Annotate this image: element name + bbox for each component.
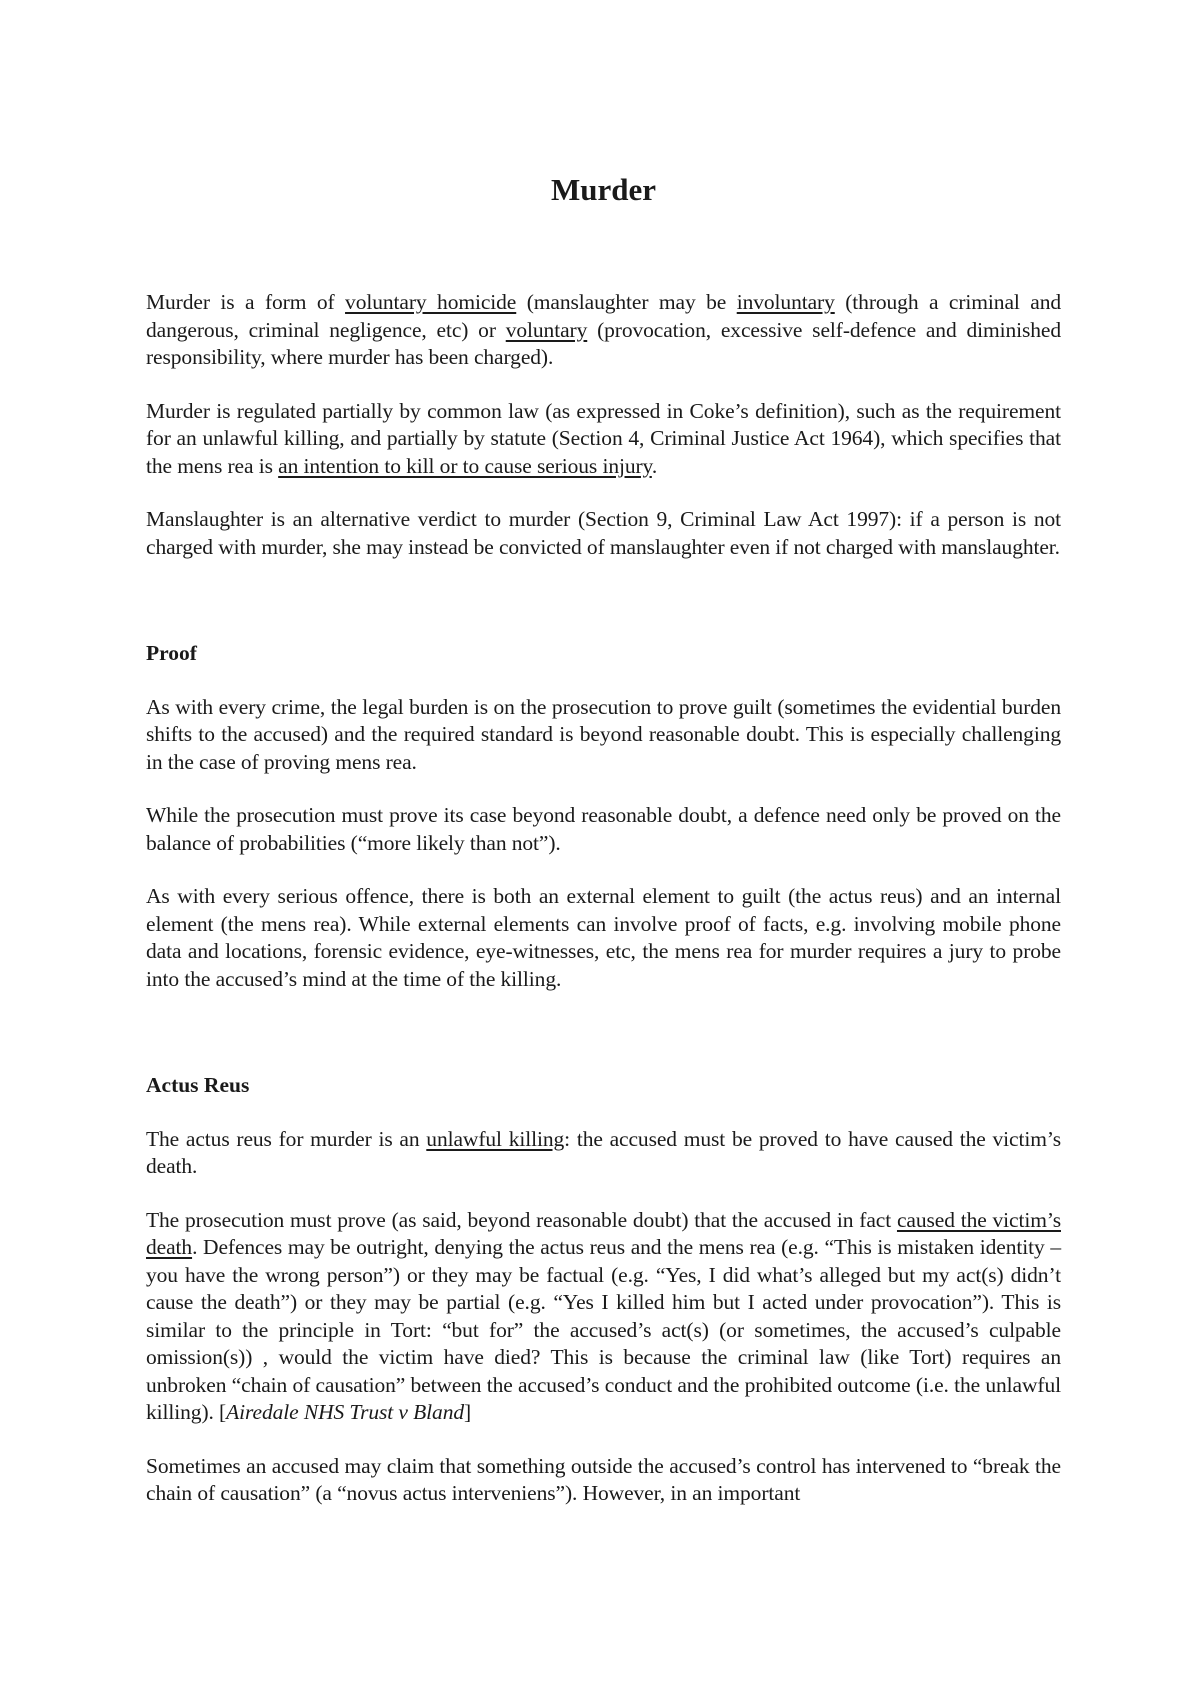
proof-paragraph-2: While the prosecution must prove its case beyond reasonable doubt, a defence need only be proved on the balance of probabilities (“more likely than not”).: [146, 803, 1061, 855]
section-heading-actus-reus: Actus Reus: [146, 1073, 250, 1097]
section-heading-proof: Proof: [146, 641, 197, 665]
text-run: (manslaughter may be: [516, 290, 737, 314]
case-citation: Airedale NHS Trust v Bland: [226, 1400, 465, 1424]
underlined-term: an intention to kill or to cause serious injury: [278, 453, 652, 478]
underlined-term: unlawful killing: [426, 1126, 565, 1151]
underlined-term: involuntary: [736, 290, 835, 314]
intro-paragraph-2: [146, 398, 1061, 481]
underlined-term: caused the victim’s death: [146, 1207, 1061, 1259]
text-run: ]: [464, 1400, 472, 1424]
text-run: Murder is regulated partially by common law (as expressed in Coke’s definition), such as the requirement for an unlawful killing, and partially by statute (Section 4, Criminal Justice Act 1964), which specifies that the mens rea is: [146, 398, 1061, 478]
proof-paragraph-1: As with every crime, the legal burden is on the prosecution to prove guilt (sometimes the evidential burden shifts to the accused) and the required standard is beyond reasonable doubt. This is especially challenging in the case of proving mens rea.: [146, 694, 1061, 774]
text-run: . Defences may be outright, denying the actus reus and the mens rea (e.g. “This is mistaken identity – you have the wrong person”) or they may be factual (e.g. “Yes, I did what’s alleged but my act(s) didn’t cause the death”) or they may be partial (e.g. “Yes I killed him but I acted under provocation”). This is similar to the principle in Tort: “but for” the accused’s act(s) (or sometimes, the accused’s culpable omission(s)) , would the victim have died? This is because the criminal law (like Tort) requires an unbroken “chain of causation” between the accused’s conduct and the prohibited outcome (i.e. the unlawful killing). [: [146, 1235, 1061, 1424]
text-run: (provocation, excessive self-defence and diminished responsibility, where murder has been charged).: [146, 317, 1061, 369]
text-run: Murder is a form of: [146, 290, 346, 314]
proof-paragraph-3: As with every serious offence, there is both an external element to guilt (the actus reus) and an internal element (the mens rea). While external elements can involve proof of facts, e.g. involving mobile phone data and locations, forensic evidence, eye-witnesses, etc, the mens rea for murder requires a jury to probe into the accused’s mind at the time of the killing.: [146, 884, 1061, 991]
text-run: .: [651, 453, 658, 478]
text-run: (through a criminal and dangerous, criminal negligence, etc) or: [146, 290, 1061, 342]
underlined-term: voluntary homicide: [345, 290, 517, 314]
intro-paragraph-3: Manslaughter is an alternative verdict to murder (Section 9, Criminal Law Act 1997): if a person is not charged with murder, she may instead be convicted of manslaughter even if not charged with manslaughter.: [146, 507, 1061, 559]
page-title: Murder: [550, 172, 657, 207]
actus-reus-paragraph-2: [146, 1207, 1061, 1427]
text-run: The actus reus for murder is an: [146, 1126, 427, 1151]
text-run: : the accused must be proved to have caused the victim’s death.: [146, 1126, 1061, 1178]
actus-reus-paragraph-3: Sometimes an accused may claim that something outside the accused’s control has intervened to “break the chain of causation” (a “novus actus interveniens”). However, in an important: [146, 1453, 1061, 1505]
document-body: [146, 170, 1061, 1508]
text-run: The prosecution must prove (as said, beyond reasonable doubt) that the accused in fact: [146, 1207, 897, 1232]
intro-paragraph-1: [146, 289, 1061, 372]
underlined-term: voluntary: [505, 317, 588, 342]
actus-reus-paragraph-1: [146, 1126, 1061, 1181]
